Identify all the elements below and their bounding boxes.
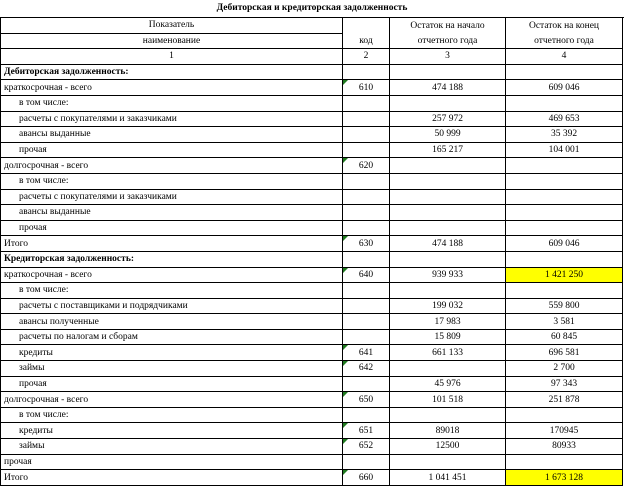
row-begin-value[interactable] xyxy=(390,158,506,174)
row-name-cell[interactable]: расчеты с поставщиками и подрядчиками xyxy=(1,298,343,314)
row-name-cell[interactable]: прочая xyxy=(1,454,343,470)
row-end-value[interactable]: 35 392 xyxy=(506,127,623,143)
header-end-2[interactable]: отчетного года xyxy=(506,33,623,49)
row-begin-value[interactable] xyxy=(390,454,506,470)
table-row xyxy=(1,454,623,470)
row-end-value[interactable]: 60 845 xyxy=(506,329,623,345)
row-end-value[interactable] xyxy=(506,407,623,423)
row-end-value[interactable] xyxy=(506,283,623,299)
row-code-cell[interactable] xyxy=(343,283,390,299)
row-code-value: 651 xyxy=(358,425,374,436)
row-begin-value[interactable] xyxy=(390,407,506,423)
table-row xyxy=(1,345,623,361)
row-begin-value[interactable]: 50 999 xyxy=(390,127,506,143)
row-code-cell[interactable] xyxy=(343,454,390,470)
row-code-cell[interactable] xyxy=(343,439,390,455)
row-code-cell[interactable] xyxy=(343,251,390,267)
row-end-value[interactable]: 3 581 xyxy=(506,314,623,330)
row-end-value[interactable]: 1 673 128 xyxy=(506,470,623,486)
row-begin-value[interactable] xyxy=(390,361,506,377)
row-code-cell[interactable] xyxy=(343,423,390,439)
column-number-row xyxy=(1,49,623,65)
row-name-cell[interactable]: авансы выданные xyxy=(1,127,343,143)
row-code-value: 650 xyxy=(358,394,374,405)
row-end-value[interactable] xyxy=(506,189,623,205)
row-code-cell[interactable] xyxy=(343,142,390,158)
row-name-cell[interactable]: в том числе: xyxy=(1,283,343,299)
row-code-value: 652 xyxy=(358,441,374,452)
row-name-cell[interactable]: в том числе: xyxy=(1,95,343,111)
row-code-cell[interactable] xyxy=(343,392,390,408)
comment-marker-icon xyxy=(343,268,348,273)
table-row xyxy=(1,298,623,314)
comment-marker-icon xyxy=(343,345,348,350)
row-end-value[interactable] xyxy=(506,158,623,174)
table-row xyxy=(1,314,623,330)
row-code-value: 610 xyxy=(358,82,374,93)
row-code-cell[interactable] xyxy=(343,376,390,392)
table-row xyxy=(1,158,623,174)
row-begin-value[interactable]: 474 188 xyxy=(390,236,506,252)
table-row xyxy=(1,64,623,80)
row-begin-value[interactable] xyxy=(390,189,506,205)
row-end-value[interactable]: 97 343 xyxy=(506,376,623,392)
table-row xyxy=(1,111,623,127)
table-row xyxy=(1,470,623,486)
row-code-cell[interactable] xyxy=(343,220,390,236)
row-end-value[interactable] xyxy=(506,173,623,189)
table-row xyxy=(1,95,623,111)
row-name-cell[interactable]: кредиты xyxy=(1,345,343,361)
comment-marker-icon xyxy=(343,470,348,475)
header-row-1 xyxy=(1,18,623,34)
header-code[interactable]: код xyxy=(343,33,390,49)
table-row xyxy=(1,439,623,455)
row-begin-value[interactable] xyxy=(390,95,506,111)
table-row xyxy=(1,127,623,143)
row-code-value: 640 xyxy=(358,269,374,280)
row-end-value[interactable]: 104 001 xyxy=(506,142,623,158)
row-name-cell[interactable]: расчеты с покупателями и заказчиками xyxy=(1,111,343,127)
row-begin-value[interactable]: 1 041 451 xyxy=(390,470,506,486)
table-row xyxy=(1,189,623,205)
row-code-value: 642 xyxy=(358,363,374,374)
table-row xyxy=(1,423,623,439)
row-name-cell[interactable]: расчеты по налогам и сборам xyxy=(1,329,343,345)
comment-marker-icon xyxy=(343,423,348,428)
header-begin-2[interactable]: отчетного года xyxy=(390,33,506,49)
row-name-cell[interactable]: Итого xyxy=(1,470,343,486)
comment-marker-icon xyxy=(343,439,348,444)
row-name-cell[interactable]: авансы выданные xyxy=(1,205,343,221)
row-begin-value[interactable] xyxy=(390,220,506,236)
row-code-cell[interactable] xyxy=(343,361,390,377)
col-number-4[interactable]: 4 xyxy=(506,49,623,65)
row-name-cell[interactable]: краткосрочная - всего xyxy=(1,267,343,283)
row-end-value[interactable]: 2 700 xyxy=(506,361,623,377)
header-code-top[interactable] xyxy=(343,18,390,34)
table-row xyxy=(1,361,623,377)
header-begin-1[interactable]: Остаток на начало xyxy=(390,18,506,34)
row-code-cell[interactable] xyxy=(343,205,390,221)
row-name-cell[interactable]: Итого xyxy=(1,236,343,252)
row-name-cell[interactable]: прочая xyxy=(1,142,343,158)
table-row xyxy=(1,407,623,423)
row-begin-value[interactable]: 165 217 xyxy=(390,142,506,158)
table-row xyxy=(1,205,623,221)
row-end-value[interactable]: 559 800 xyxy=(506,298,623,314)
row-begin-value[interactable] xyxy=(390,205,506,221)
row-code-cell[interactable] xyxy=(343,95,390,111)
comment-marker-icon xyxy=(343,236,348,241)
row-code-cell[interactable] xyxy=(343,80,390,96)
table-row xyxy=(1,376,623,392)
row-begin-value[interactable]: 101 518 xyxy=(390,392,506,408)
row-code-cell[interactable] xyxy=(343,470,390,486)
row-end-value[interactable]: 696 581 xyxy=(506,345,623,361)
row-name-cell[interactable]: прочая xyxy=(1,220,343,236)
row-code-cell[interactable] xyxy=(343,236,390,252)
row-end-value[interactable] xyxy=(506,205,623,221)
row-code-value: 660 xyxy=(358,472,374,483)
row-name-cell[interactable]: прочая xyxy=(1,376,343,392)
row-begin-value[interactable]: 45 976 xyxy=(390,376,506,392)
row-end-value[interactable] xyxy=(506,64,623,80)
row-begin-value[interactable] xyxy=(390,251,506,267)
comment-marker-icon xyxy=(343,80,348,85)
row-code-cell[interactable] xyxy=(343,329,390,345)
row-begin-value[interactable] xyxy=(390,64,506,80)
col-number-1[interactable]: 1 xyxy=(1,49,343,65)
header-row-2 xyxy=(1,33,623,49)
table-row xyxy=(1,267,623,283)
row-code-cell[interactable] xyxy=(343,267,390,283)
comment-marker-icon xyxy=(343,392,348,397)
row-code-cell[interactable] xyxy=(343,173,390,189)
header-indicator[interactable]: Показатель xyxy=(1,18,343,34)
table-row xyxy=(1,329,623,345)
table-row xyxy=(1,392,623,408)
table-row xyxy=(1,142,623,158)
row-begin-value[interactable] xyxy=(390,283,506,299)
row-end-value[interactable]: 251 878 xyxy=(506,392,623,408)
row-code-cell[interactable] xyxy=(343,298,390,314)
row-begin-value[interactable]: 474 188 xyxy=(390,80,506,96)
row-end-value[interactable]: 170945 xyxy=(506,423,623,439)
row-end-value[interactable]: 80933 xyxy=(506,439,623,455)
col-number-2[interactable]: 2 xyxy=(343,49,390,65)
row-code-cell[interactable] xyxy=(343,127,390,143)
row-name-cell[interactable]: займы xyxy=(1,361,343,377)
row-end-value[interactable] xyxy=(506,220,623,236)
row-code-cell[interactable] xyxy=(343,314,390,330)
row-code-cell[interactable] xyxy=(343,345,390,361)
sheet-title: Дебиторская и кредиторская задолженность xyxy=(0,0,624,18)
row-code-value: 620 xyxy=(358,160,374,171)
row-name-cell[interactable]: Дебиторская задолженность: xyxy=(1,64,343,80)
table-row xyxy=(1,220,623,236)
table-row xyxy=(1,236,623,252)
row-end-value[interactable] xyxy=(506,251,623,267)
row-name-cell[interactable]: долгосрочная - всего xyxy=(1,392,343,408)
row-name-cell[interactable]: кредиты xyxy=(1,423,343,439)
header-end-1[interactable]: Остаток на конец xyxy=(506,18,623,34)
row-code-value: 630 xyxy=(358,238,374,249)
table-row xyxy=(1,80,623,96)
row-end-value[interactable]: 609 046 xyxy=(506,236,623,252)
row-code-value: 641 xyxy=(358,347,374,358)
row-begin-value[interactable]: 17 983 xyxy=(390,314,506,330)
row-begin-value[interactable]: 939 933 xyxy=(390,267,506,283)
row-name-cell[interactable]: в том числе: xyxy=(1,173,343,189)
row-name-cell[interactable]: краткосрочная - всего xyxy=(1,80,343,96)
row-end-value[interactable]: 469 653 xyxy=(506,111,623,127)
row-code-cell[interactable] xyxy=(343,64,390,80)
header-name[interactable]: наименование xyxy=(1,33,343,49)
row-begin-value[interactable]: 661 133 xyxy=(390,345,506,361)
comment-marker-icon xyxy=(343,361,348,366)
row-end-value[interactable]: 1 421 250 xyxy=(506,267,623,283)
row-name-cell[interactable]: расчеты с покупателями и заказчиками xyxy=(1,189,343,205)
comment-marker-icon xyxy=(343,158,348,163)
table-row xyxy=(1,173,623,189)
row-code-cell[interactable] xyxy=(343,189,390,205)
row-name-cell[interactable]: долгосрочная - всего xyxy=(1,158,343,174)
table-row xyxy=(1,251,623,267)
table-row xyxy=(1,283,623,299)
row-code-cell[interactable] xyxy=(343,158,390,174)
row-begin-value[interactable] xyxy=(390,173,506,189)
row-name-cell[interactable]: Кредиторская задолженность: xyxy=(1,251,343,267)
row-name-cell[interactable]: займы xyxy=(1,439,343,455)
col-number-3[interactable]: 3 xyxy=(390,49,506,65)
row-end-value[interactable]: 609 046 xyxy=(506,80,623,96)
row-code-cell[interactable] xyxy=(343,111,390,127)
row-name-cell[interactable]: в том числе: xyxy=(1,407,343,423)
row-begin-value[interactable]: 12500 xyxy=(390,439,506,455)
row-name-cell[interactable]: авансы полученные xyxy=(1,314,343,330)
row-begin-value[interactable]: 199 032 xyxy=(390,298,506,314)
row-begin-value[interactable]: 257 972 xyxy=(390,111,506,127)
row-begin-value[interactable]: 89018 xyxy=(390,423,506,439)
row-end-value[interactable] xyxy=(506,454,623,470)
row-begin-value[interactable]: 15 809 xyxy=(390,329,506,345)
debt-table xyxy=(0,17,623,486)
row-code-cell[interactable] xyxy=(343,407,390,423)
row-end-value[interactable] xyxy=(506,95,623,111)
